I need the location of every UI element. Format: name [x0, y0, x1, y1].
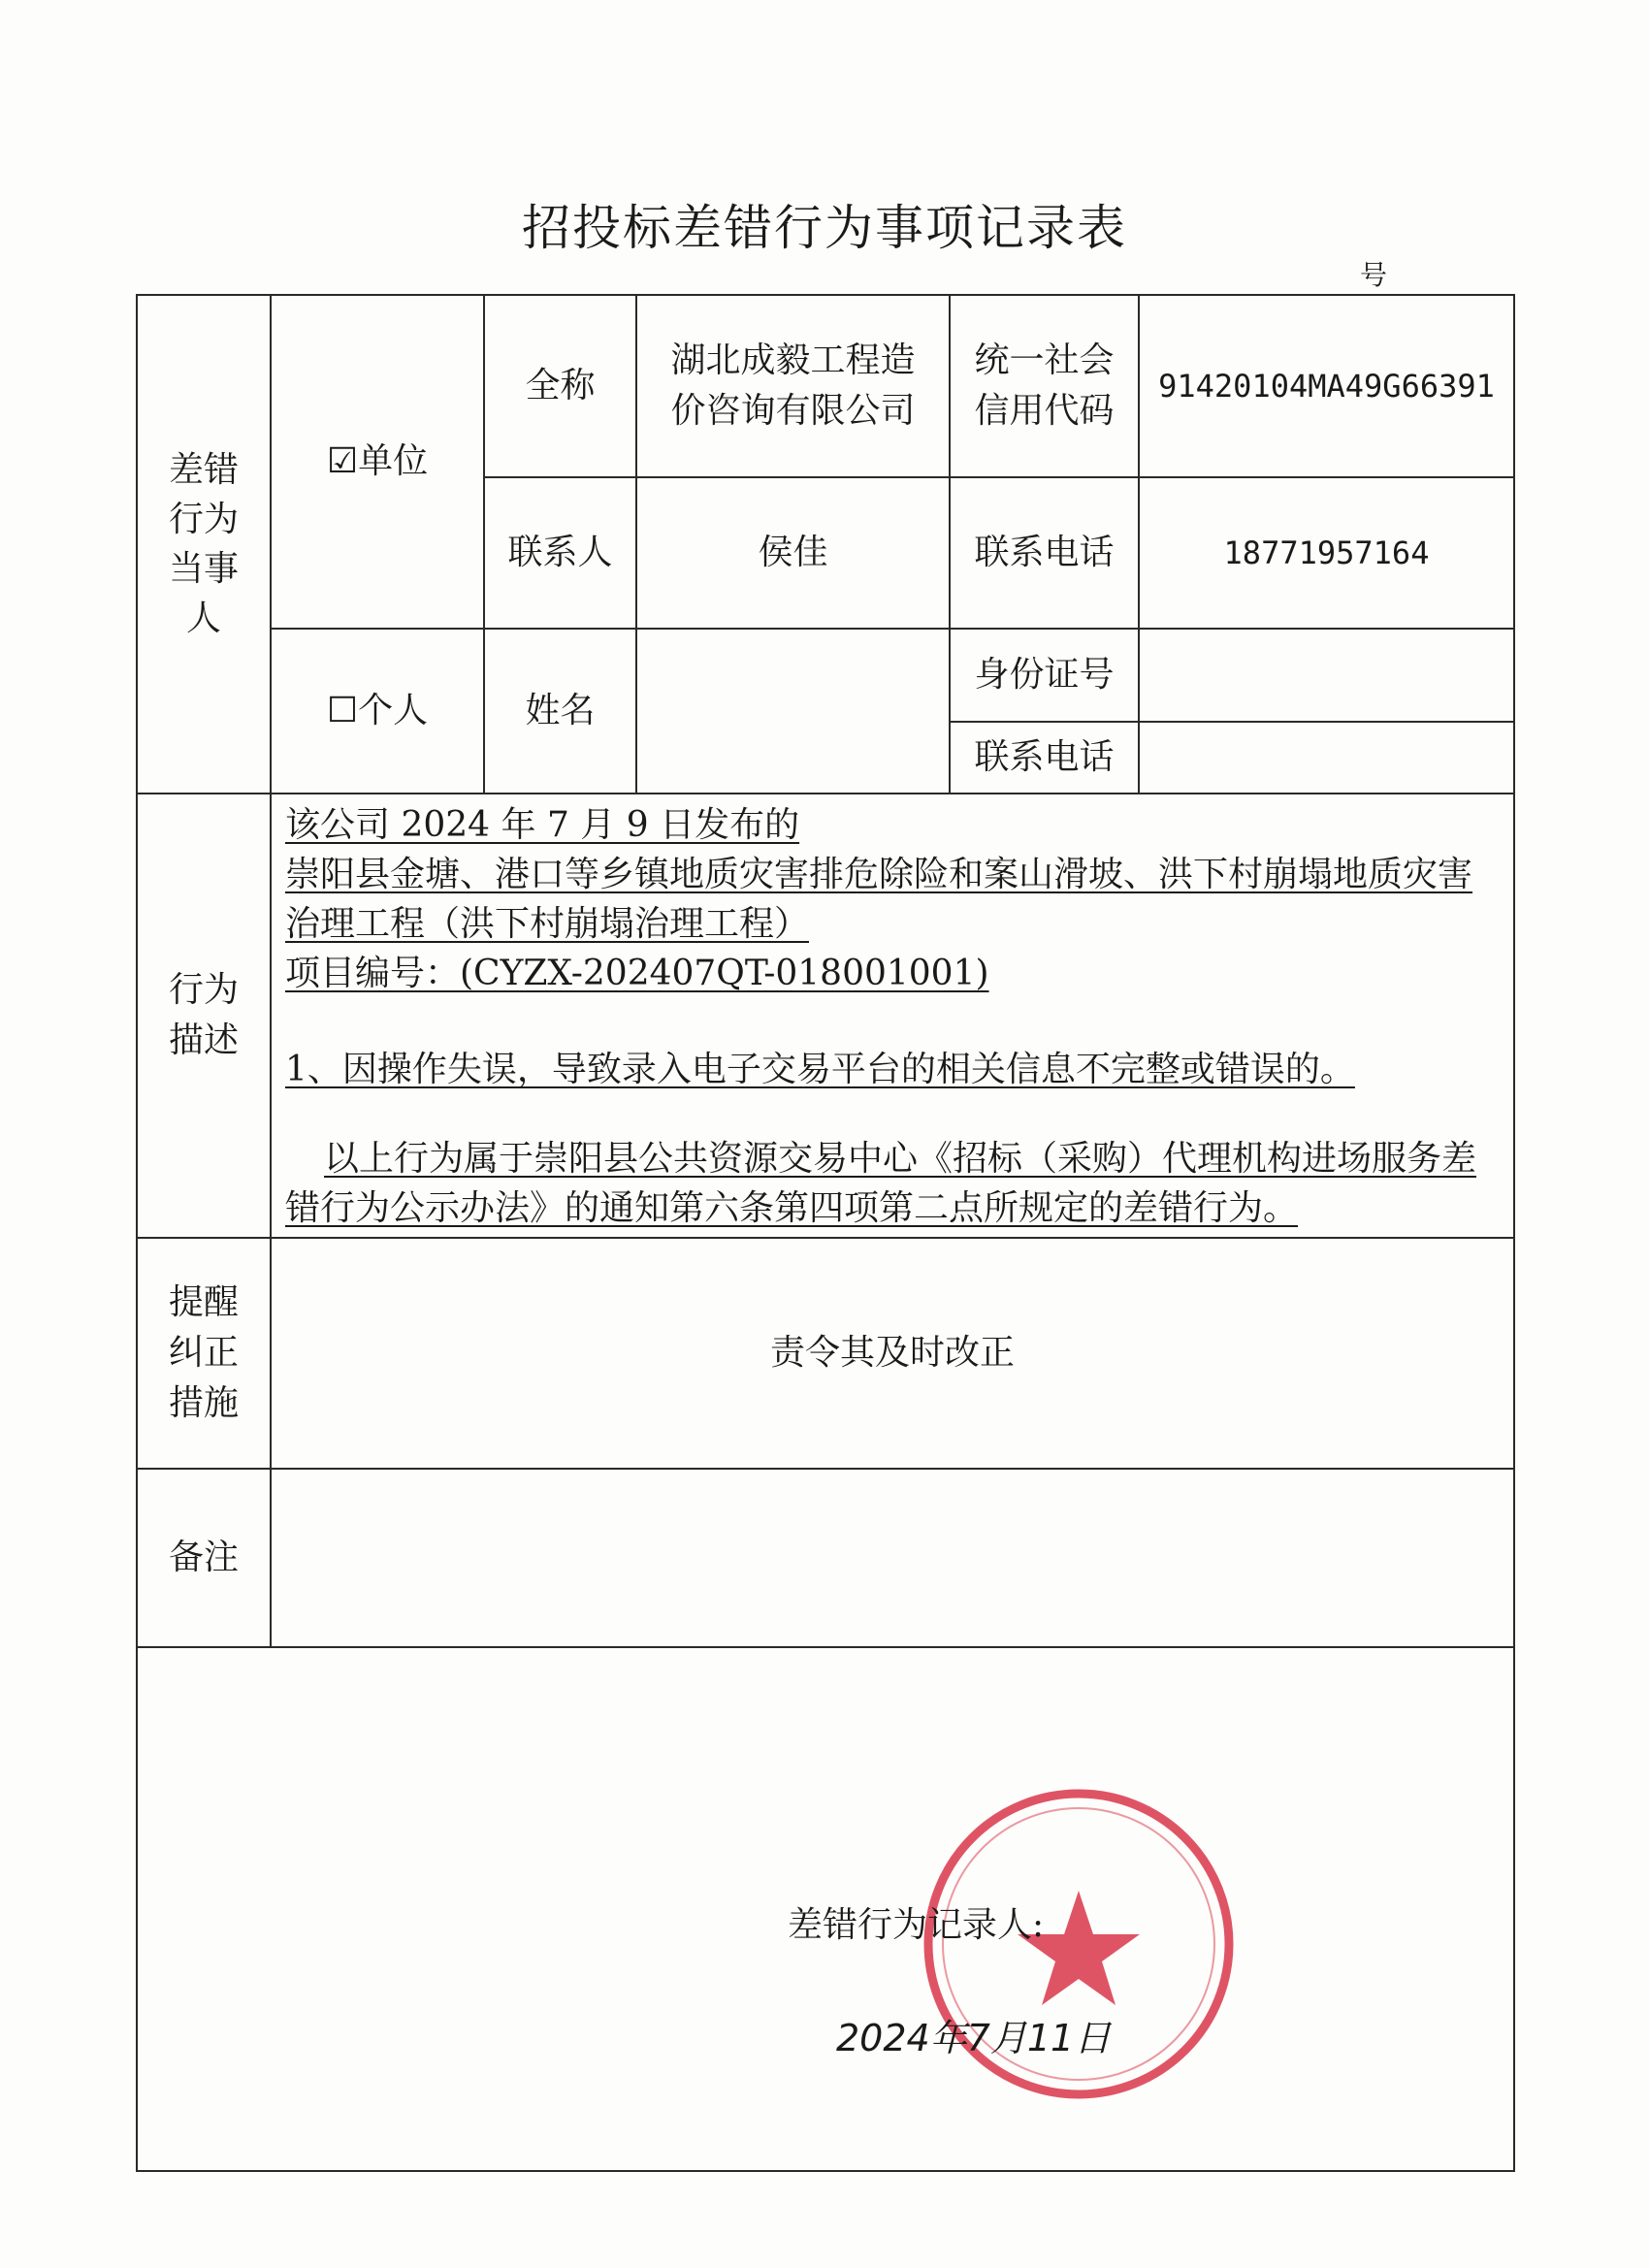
behavior-description [271, 794, 1514, 1238]
signature-date: 2024年7月11日 [836, 2017, 1112, 2059]
individual-option: ☐个人 [271, 629, 484, 794]
remarks-value [271, 1469, 1514, 1647]
number-label: 号 [1360, 259, 1388, 291]
record-table [136, 294, 1515, 2172]
remedy-section-label: 提醒 纠正 措施 [137, 1238, 271, 1469]
name-label: 姓名 [484, 629, 636, 794]
remedy-value: 责令其及时改正 [271, 1238, 1514, 1469]
contact-label: 联系人 [484, 477, 636, 629]
behavior-item1: 1、因操作失误，导致录入电子交易平台的相关信息不完整或错误的。 [285, 1050, 1355, 1090]
remarks-section-label: 备注 [137, 1469, 271, 1647]
recorder-label: 差错行为记录人: [788, 1905, 1045, 1945]
individual-phone-label: 联系电话 [950, 722, 1139, 794]
id-label: 身份证号 [950, 629, 1139, 722]
behavior-project-number: 项目编号：(CYZX-202407QT-018001001) [285, 954, 989, 994]
individual-phone-value [1139, 722, 1514, 794]
phone-value: 18771957164 [1139, 477, 1514, 629]
unit-option: ☑单位 [271, 295, 484, 629]
behavior-conclusion: 以上行为属于崇阳县公共资源交易中心《招标（采购）代理机构进场服务差错行为公示办法》的通知第六条第四项第二点所规定的差错行为。 [285, 1138, 1477, 1228]
full-name-value: 湖北成毅工程造 价咨询有限公司 [636, 295, 950, 477]
party-section-label: 差错 行为 当事 人 [137, 295, 271, 794]
signature-cell [137, 1647, 1514, 2171]
behavior-line1: 该公司 2024 年 7 月 9 日发布的 [285, 805, 800, 845]
credit-code-label: 统一社会 信用代码 [950, 295, 1139, 477]
contact-value: 侯佳 [636, 477, 950, 629]
page-title: 招投标差错行为事项记录表 [522, 200, 1127, 256]
behavior-project-name: 崇阳县金塘、港口等乡镇地质灾害排危除险和案山滑坡、洪下村崩塌地质灾害治理工程（洪下村崩塌治理工程） [285, 855, 1473, 945]
name-value [636, 629, 950, 794]
full-name-label: 全称 [484, 295, 636, 477]
credit-code-value: 91420104MA49G66391 [1139, 295, 1514, 477]
id-value [1139, 629, 1514, 722]
behavior-section-label: 行为 描述 [137, 794, 271, 1238]
phone-label: 联系电话 [950, 477, 1139, 629]
